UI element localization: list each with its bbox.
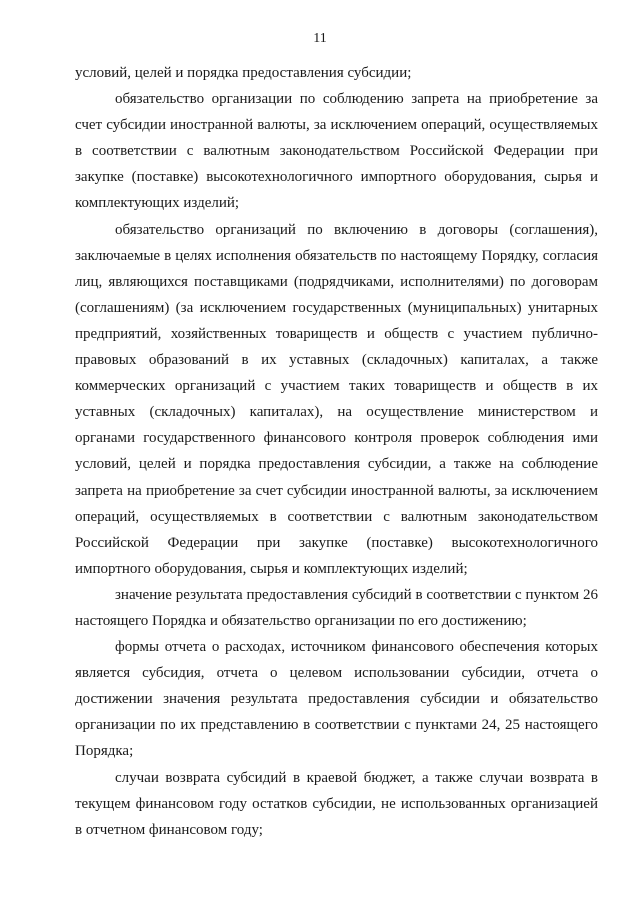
- page-number: 11: [313, 31, 327, 46]
- paragraph-continuation: условий, целей и порядка предоставления субсидии;: [75, 65, 412, 81]
- paragraph-contract-consent: обязательство организаций по включению в договоры (соглашения), заключаемые в целях исполнения обязательств по настоящему Порядку, согласия лиц, являющихся поставщиками (подрядчиками, исполнителями) по договорам (соглашениям) (за исключением государственных (муниципальных) унитарных предприятий, хозяйственных товариществ и обществ с участием публично-правовых образований в их уставных (складочных) капиталах, а также коммерческих организаций с участием таких товариществ и обществ в их уставных (складочных) капиталах), на осуществление министерством и органами государственного финансового контроля проверок соблюдения ими условий, целей и порядка предоставления субсидии, а также на соблюдение запрета на приобретение за счет субсидии иностранной валюты, за исключением операций, осуществляемых в соответствии с валютным законодательством Российской Федерации при закупке (поставке) высокотехнологичного импортного оборудования, сырья и комплектующих изделий;: [75, 221, 598, 577]
- paragraph-refund-cases: случаи возврата субсидий в краевой бюджет, а также случаи возврата в текущем финансовом году остатков субсидии, не использованных организацией в отчетном финансовом году;: [75, 769, 598, 838]
- paragraph-report-forms: формы отчета о расходах, источником финансового обеспечения которых является субсидия, отчета о целевом использовании субсидии, отчета о достижении значения результата предоставления субсидии и обязательство организации по их представлению в соответствии с пунктами 24, 25 настоящего Порядка;: [75, 639, 598, 760]
- document-body: [75, 60, 598, 843]
- paragraph-result-value: значение результата предоставления субсидий в соответствии с пунктом 26 настоящего Порядка и обязательство организации по его достижению;: [75, 586, 598, 629]
- paragraph-currency-ban: обязательство организации по соблюдению запрета на приобретение за счет субсидии иностранной валюты, за исключением операций, осуществляемых в соответствии с валютным законодательством Российской Федерации при закупке (поставке) высокотехнологичного импортного оборудования, сырья и комплектующих изделий;: [75, 91, 598, 212]
